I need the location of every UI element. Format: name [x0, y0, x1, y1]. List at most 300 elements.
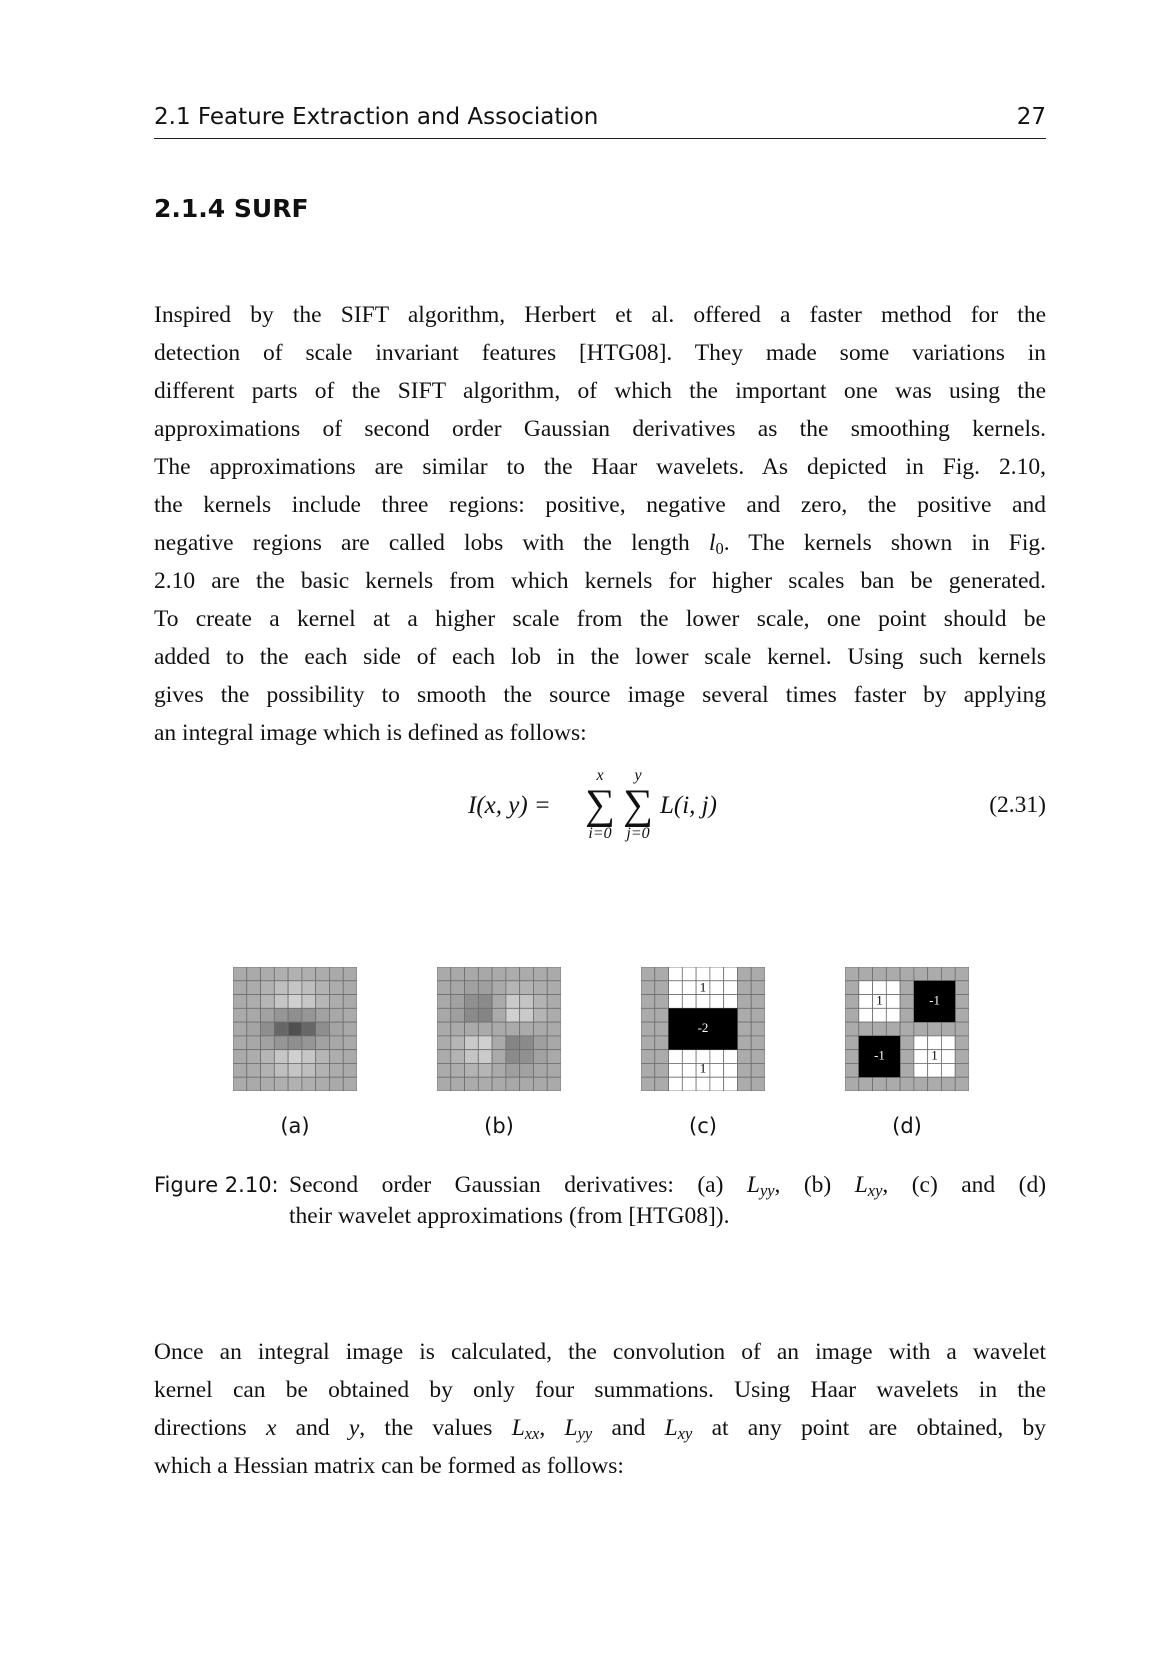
kernel-cell	[343, 1022, 357, 1036]
kernel-cell	[437, 1050, 451, 1064]
kernel-cell	[247, 995, 261, 1009]
subfigure-c-label: (c)	[689, 1114, 717, 1138]
kernel-cell	[682, 1077, 696, 1091]
kernel-cell	[845, 1050, 859, 1064]
kernel-cell	[696, 1077, 710, 1091]
kernel-cell	[900, 1008, 914, 1022]
kernel-cell	[288, 1050, 302, 1064]
kernel-cell	[547, 1008, 561, 1022]
kernel-cell	[859, 981, 873, 995]
kernel-cell	[710, 1077, 724, 1091]
page-number: 27	[1016, 104, 1046, 130]
kernel-cell	[288, 981, 302, 995]
equation-lhs: I(x, y) =	[468, 792, 551, 819]
subfigure-c	[641, 967, 765, 1091]
kernel-cell	[900, 1036, 914, 1050]
kernel-cell	[247, 981, 261, 995]
kernel-cell	[655, 981, 669, 995]
text-line: the kernels include three regions: positive, negative and zero, the positive and	[154, 492, 1046, 518]
text-line: which a Hessian matrix can be formed as follows:	[154, 1453, 624, 1479]
kernel-cell	[941, 1022, 955, 1036]
kernel-value-label: 1	[699, 1060, 707, 1076]
subfigure-a	[233, 967, 357, 1091]
kernel-cell	[845, 1063, 859, 1077]
kernel-cell	[492, 1036, 506, 1050]
sum-i: x ∑ i=0	[585, 767, 615, 842]
kernel-cell	[655, 995, 669, 1009]
header-rule	[154, 138, 1046, 139]
kernel-cell	[533, 967, 547, 981]
kernel-cell	[873, 967, 887, 981]
kernel-cell	[941, 1063, 955, 1077]
kernel-cell	[751, 981, 765, 995]
kernel-cell	[437, 967, 451, 981]
kernel-cell	[261, 1077, 275, 1091]
kernel-cell	[451, 1008, 465, 1022]
kernel-cell	[492, 1008, 506, 1022]
figure-label: Figure 2.10:	[154, 1173, 279, 1197]
gaussian-xy-kernel-image	[437, 967, 561, 1091]
kernel-cell	[547, 1063, 561, 1077]
kernel-cell	[506, 1077, 520, 1091]
kernel-cell	[274, 967, 288, 981]
kernel-cell	[492, 1063, 506, 1077]
kernel-cell	[343, 1008, 357, 1022]
kernel-cell	[274, 995, 288, 1009]
kernel-cell	[886, 1008, 900, 1022]
kernel-cell	[492, 981, 506, 995]
kernel-cell	[316, 967, 330, 981]
subfigure-a-label: (a)	[280, 1114, 310, 1138]
kernel-cell	[247, 1036, 261, 1050]
kernel-cell	[520, 967, 534, 981]
kernel-cell	[520, 1050, 534, 1064]
kernel-cell	[751, 1063, 765, 1077]
kernel-cell	[288, 1008, 302, 1022]
caption-line: Second order Gaussian derivatives: (a) $L_{yy}$, (b) $L_{xy}$, (c) and (d)	[289, 1172, 1047, 1201]
kernel-cell	[845, 1008, 859, 1022]
kernel-cell	[329, 1063, 343, 1077]
kernel-cell	[247, 1063, 261, 1077]
kernel-cell	[547, 981, 561, 995]
kernel-cell	[655, 1036, 669, 1050]
kernel-cell	[288, 1022, 302, 1036]
kernel-cell	[233, 1008, 247, 1022]
kernel-cell	[302, 981, 316, 995]
kernel-cell	[465, 1063, 479, 1077]
kernel-cell	[343, 1050, 357, 1064]
kernel-cell	[506, 1022, 520, 1036]
kernel-cell	[478, 1008, 492, 1022]
kernel-cell	[478, 1050, 492, 1064]
kernel-cell	[886, 1077, 900, 1091]
kernel-cell	[751, 967, 765, 981]
kernel-cell	[478, 1036, 492, 1050]
kernel-cell	[261, 1022, 275, 1036]
text-line: 2.10 are the basic kernels from which kernels for higher scales ban be generated.	[154, 568, 1046, 594]
text-line: added to the each side of each lob in the lower scale kernel. Using such kernels	[154, 644, 1046, 670]
kernel-cell	[859, 1008, 873, 1022]
text-line: Inspired by the SIFT algorithm, Herbert et al. offered a faster method for the	[154, 302, 1046, 328]
kernel-cell	[900, 995, 914, 1009]
kernel-cell	[478, 981, 492, 995]
kernel-cell	[724, 981, 738, 995]
kernel-cell	[859, 967, 873, 981]
kernel-cell	[492, 1077, 506, 1091]
kernel-cell	[478, 995, 492, 1009]
kernel-cell	[751, 995, 765, 1009]
kernel-cell	[751, 1022, 765, 1036]
kernel-cell	[845, 1022, 859, 1036]
kernel-cell	[859, 1022, 873, 1036]
text-line: detection of scale invariant features [HTG08]. They made some variations in	[154, 340, 1046, 366]
kernel-cell	[682, 1050, 696, 1064]
kernel-cell	[274, 1008, 288, 1022]
kernel-cell	[302, 1008, 316, 1022]
kernel-cell	[233, 1077, 247, 1091]
kernel-cell	[900, 1063, 914, 1077]
kernel-cell	[465, 1050, 479, 1064]
kernel-cell	[451, 967, 465, 981]
text-line: To create a kernel at a higher scale from the lower scale, one point should be	[154, 606, 1046, 632]
kernel-cell	[533, 1077, 547, 1091]
kernel-cell	[437, 995, 451, 1009]
kernel-cell	[316, 1050, 330, 1064]
kernel-cell	[465, 1008, 479, 1022]
kernel-cell	[506, 1036, 520, 1050]
kernel-cell	[316, 1036, 330, 1050]
kernel-cell	[506, 967, 520, 981]
kernel-cell	[274, 1063, 288, 1077]
kernel-cell	[655, 1077, 669, 1091]
box-filter-yy-image	[641, 967, 765, 1091]
kernel-cell	[751, 1036, 765, 1050]
kernel-cell	[437, 1077, 451, 1091]
paragraph-surf-intro	[154, 296, 1046, 752]
kernel-cell	[547, 1050, 561, 1064]
kernel-cell	[751, 1050, 765, 1064]
kernel-cell	[859, 995, 873, 1009]
kernel-cell	[641, 1036, 655, 1050]
kernel-cell	[886, 995, 900, 1009]
kernel-cell	[845, 1036, 859, 1050]
kernel-cell	[928, 967, 942, 981]
gaussian-yy-kernel-image	[233, 967, 357, 1091]
kernel-cell	[737, 1008, 751, 1022]
kernel-cell	[955, 1022, 969, 1036]
kernel-cell	[261, 1063, 275, 1077]
kernel-cell	[533, 1050, 547, 1064]
kernel-cell	[274, 1050, 288, 1064]
kernel-cell	[533, 1036, 547, 1050]
kernel-cell	[329, 967, 343, 981]
kernel-cell	[288, 1063, 302, 1077]
subfigure-b-label: (b)	[484, 1114, 514, 1138]
kernel-cell	[873, 1008, 887, 1022]
kernel-cell	[641, 967, 655, 981]
kernel-cell	[343, 1063, 357, 1077]
kernel-cell	[302, 1050, 316, 1064]
kernel-cell	[737, 1050, 751, 1064]
kernel-cell	[641, 1063, 655, 1077]
kernel-cell	[873, 1022, 887, 1036]
kernel-cell	[520, 1022, 534, 1036]
kernel-cell	[873, 1077, 887, 1091]
kernel-cell	[914, 1050, 928, 1064]
kernel-cell	[233, 1036, 247, 1050]
kernel-cell	[710, 1063, 724, 1077]
kernel-cell	[737, 981, 751, 995]
kernel-cell	[316, 1008, 330, 1022]
kernel-cell	[655, 1063, 669, 1077]
kernel-cell	[682, 981, 696, 995]
kernel-cell	[478, 1077, 492, 1091]
kernel-cell	[669, 967, 683, 981]
kernel-cell	[274, 981, 288, 995]
subfigure-b	[437, 967, 561, 1091]
kernel-cell	[247, 1008, 261, 1022]
kernel-cell	[928, 1077, 942, 1091]
kernel-cell	[288, 1036, 302, 1050]
equation-number: (2.31)	[989, 792, 1046, 818]
kernel-cell	[437, 1036, 451, 1050]
kernel-cell	[737, 995, 751, 1009]
text-line: The approximations are similar to the Haar wavelets. As depicted in Fig. 2.10,	[154, 454, 1046, 480]
kernel-cell	[520, 995, 534, 1009]
lob-length-var: l	[708, 530, 716, 556]
kernel-cell	[533, 995, 547, 1009]
kernel-cell	[710, 967, 724, 981]
kernel-cell	[478, 967, 492, 981]
kernel-cell	[941, 1050, 955, 1064]
kernel-cell	[233, 995, 247, 1009]
kernel-cell	[737, 1022, 751, 1036]
kernel-cell	[465, 1036, 479, 1050]
kernel-cell	[343, 981, 357, 995]
kernel-cell	[669, 995, 683, 1009]
kernel-cell	[533, 981, 547, 995]
kernel-cell	[710, 981, 724, 995]
kernel-cell	[329, 981, 343, 995]
kernel-cell	[751, 1077, 765, 1091]
kernel-cell	[233, 1050, 247, 1064]
kernel-cell	[451, 1022, 465, 1036]
kernel-cell	[520, 981, 534, 995]
kernel-cell	[669, 1063, 683, 1077]
kernel-cell	[914, 1036, 928, 1050]
kernel-cell	[955, 995, 969, 1009]
text-line: directions x and y, the values $L_{xx}$, $L_{yy}$ and $L_{xy}$ at any point are obtained, by	[154, 1415, 1047, 1444]
kernel-cell	[696, 995, 710, 1009]
paragraph-hessian	[154, 1333, 1046, 1485]
text-line: kernel can be obtained by only four summations. Using Haar wavelets in the	[154, 1377, 1046, 1403]
kernel-cell	[682, 1063, 696, 1077]
kernel-cell	[506, 1050, 520, 1064]
kernel-cell	[737, 1077, 751, 1091]
kernel-cell	[288, 995, 302, 1009]
kernel-cell	[343, 967, 357, 981]
kernel-cell	[724, 1077, 738, 1091]
kernel-cell	[737, 967, 751, 981]
kernel-cell	[247, 1022, 261, 1036]
kernel-cell	[302, 1022, 316, 1036]
kernel-cell	[274, 1077, 288, 1091]
kernel-cell	[316, 995, 330, 1009]
kernel-cell	[955, 981, 969, 995]
kernel-cell	[547, 1077, 561, 1091]
kernel-cell	[641, 981, 655, 995]
kernel-cell	[724, 1063, 738, 1077]
kernel-cell	[859, 1077, 873, 1091]
kernel-cell	[886, 967, 900, 981]
box-filter-xy-image	[845, 967, 969, 1091]
kernel-cell	[302, 1077, 316, 1091]
kernel-cell	[682, 967, 696, 981]
kernel-cell	[520, 1063, 534, 1077]
kernel-cell	[465, 1022, 479, 1036]
kernel-cell	[886, 1022, 900, 1036]
kernel-cell	[465, 967, 479, 981]
kernel-cell	[655, 1008, 669, 1022]
kernel-cell	[478, 1022, 492, 1036]
kernel-cell	[316, 1077, 330, 1091]
kernel-cell	[329, 1008, 343, 1022]
kernel-cell	[316, 1063, 330, 1077]
kernel-cell	[274, 1036, 288, 1050]
kernel-cell	[737, 1036, 751, 1050]
kernel-cell	[914, 1063, 928, 1077]
kernel-cell	[955, 1077, 969, 1091]
kernel-cell	[900, 967, 914, 981]
kernel-cell	[547, 967, 561, 981]
kernel-cell	[900, 1050, 914, 1064]
kernel-cell	[886, 981, 900, 995]
kernel-cell	[302, 995, 316, 1009]
kernel-cell	[465, 995, 479, 1009]
kernel-cell	[437, 1022, 451, 1036]
text-line: negative regions are called lobs with the length $l_0$. The kernels shown in Fig.	[154, 530, 1047, 559]
kernel-value-label: 1	[699, 979, 707, 995]
kernel-cell	[547, 1022, 561, 1036]
kernel-cell	[506, 995, 520, 1009]
kernel-cell	[547, 995, 561, 1009]
kernel-cell	[845, 995, 859, 1009]
kernel-cell	[302, 967, 316, 981]
kernel-cell	[451, 1050, 465, 1064]
kernel-cell	[329, 1050, 343, 1064]
kernel-cell	[247, 1050, 261, 1064]
kernel-cell	[941, 1077, 955, 1091]
kernel-cell	[710, 1050, 724, 1064]
kernel-cell	[547, 1036, 561, 1050]
kernel-value-label: 1	[931, 1047, 938, 1063]
kernel-cell	[302, 1063, 316, 1077]
kernel-cell	[465, 981, 479, 995]
kernel-cell	[329, 1077, 343, 1091]
kernel-cell	[261, 981, 275, 995]
kernel-cell	[655, 1050, 669, 1064]
kernel-cell	[941, 967, 955, 981]
kernel-cell	[655, 1022, 669, 1036]
kernel-cell	[955, 1036, 969, 1050]
kernel-cell	[955, 967, 969, 981]
kernel-cell	[247, 967, 261, 981]
text-line: different parts of the SIFT algorithm, of which the important one was using the	[154, 378, 1046, 404]
kernel-cell	[451, 995, 465, 1009]
caption-line: their wavelet approximations (from [HTG08]).	[289, 1203, 730, 1229]
kernel-cell	[641, 1077, 655, 1091]
kernel-cell	[533, 1008, 547, 1022]
kernel-cell	[492, 1050, 506, 1064]
kernel-cell	[451, 981, 465, 995]
kernel-cell	[682, 995, 696, 1009]
kernel-cell	[533, 1022, 547, 1036]
kernel-cell	[914, 1022, 928, 1036]
text-line: an integral image which is defined as follows:	[154, 720, 587, 746]
kernel-cell	[724, 995, 738, 1009]
kernel-value-label: 1	[876, 992, 883, 1008]
kernel-cell	[520, 1008, 534, 1022]
kernel-cell	[710, 995, 724, 1009]
kernel-cell	[492, 967, 506, 981]
kernel-value-label: -2	[697, 1019, 709, 1035]
kernel-cell	[343, 1077, 357, 1091]
figure-caption	[154, 1170, 1046, 1232]
kernel-cell	[261, 1036, 275, 1050]
kernel-cell	[900, 1022, 914, 1036]
kernel-cell	[724, 967, 738, 981]
text-line: approximations of second order Gaussian derivatives as the smoothing kernels.	[154, 416, 1046, 442]
kernel-cell	[669, 1050, 683, 1064]
kernel-cell	[641, 1008, 655, 1022]
kernel-cell	[437, 981, 451, 995]
section-title: 2.1.4 SURF	[154, 194, 309, 223]
kernel-cell	[478, 1063, 492, 1077]
kernel-cell	[655, 967, 669, 981]
kernel-cell	[288, 1077, 302, 1091]
kernel-cell	[437, 1063, 451, 1077]
kernel-cell	[316, 981, 330, 995]
kernel-cell	[343, 995, 357, 1009]
kernel-cell	[520, 1036, 534, 1050]
kernel-cell	[261, 1008, 275, 1022]
kernel-cell	[343, 1036, 357, 1050]
kernel-cell	[233, 1063, 247, 1077]
kernel-cell	[641, 995, 655, 1009]
subfigure-d-label: (d)	[892, 1114, 922, 1138]
kernel-cell	[288, 967, 302, 981]
kernel-cell	[492, 1022, 506, 1036]
kernel-cell	[329, 1036, 343, 1050]
kernel-value-label: -1	[929, 992, 940, 1008]
kernel-cell	[247, 1077, 261, 1091]
kernel-cell	[451, 1063, 465, 1077]
equation-rhs: L(i, j)	[660, 792, 717, 819]
kernel-cell	[845, 1077, 859, 1091]
kernel-cell	[506, 1063, 520, 1077]
kernel-cell	[451, 1036, 465, 1050]
kernel-cell	[900, 1077, 914, 1091]
kernel-cell	[928, 1063, 942, 1077]
kernel-cell	[928, 1022, 942, 1036]
kernel-cell	[302, 1036, 316, 1050]
kernel-cell	[955, 1008, 969, 1022]
kernel-cell	[520, 1077, 534, 1091]
kernel-cell	[914, 967, 928, 981]
kernel-cell	[641, 1050, 655, 1064]
kernel-cell	[955, 1063, 969, 1077]
kernel-cell	[492, 995, 506, 1009]
